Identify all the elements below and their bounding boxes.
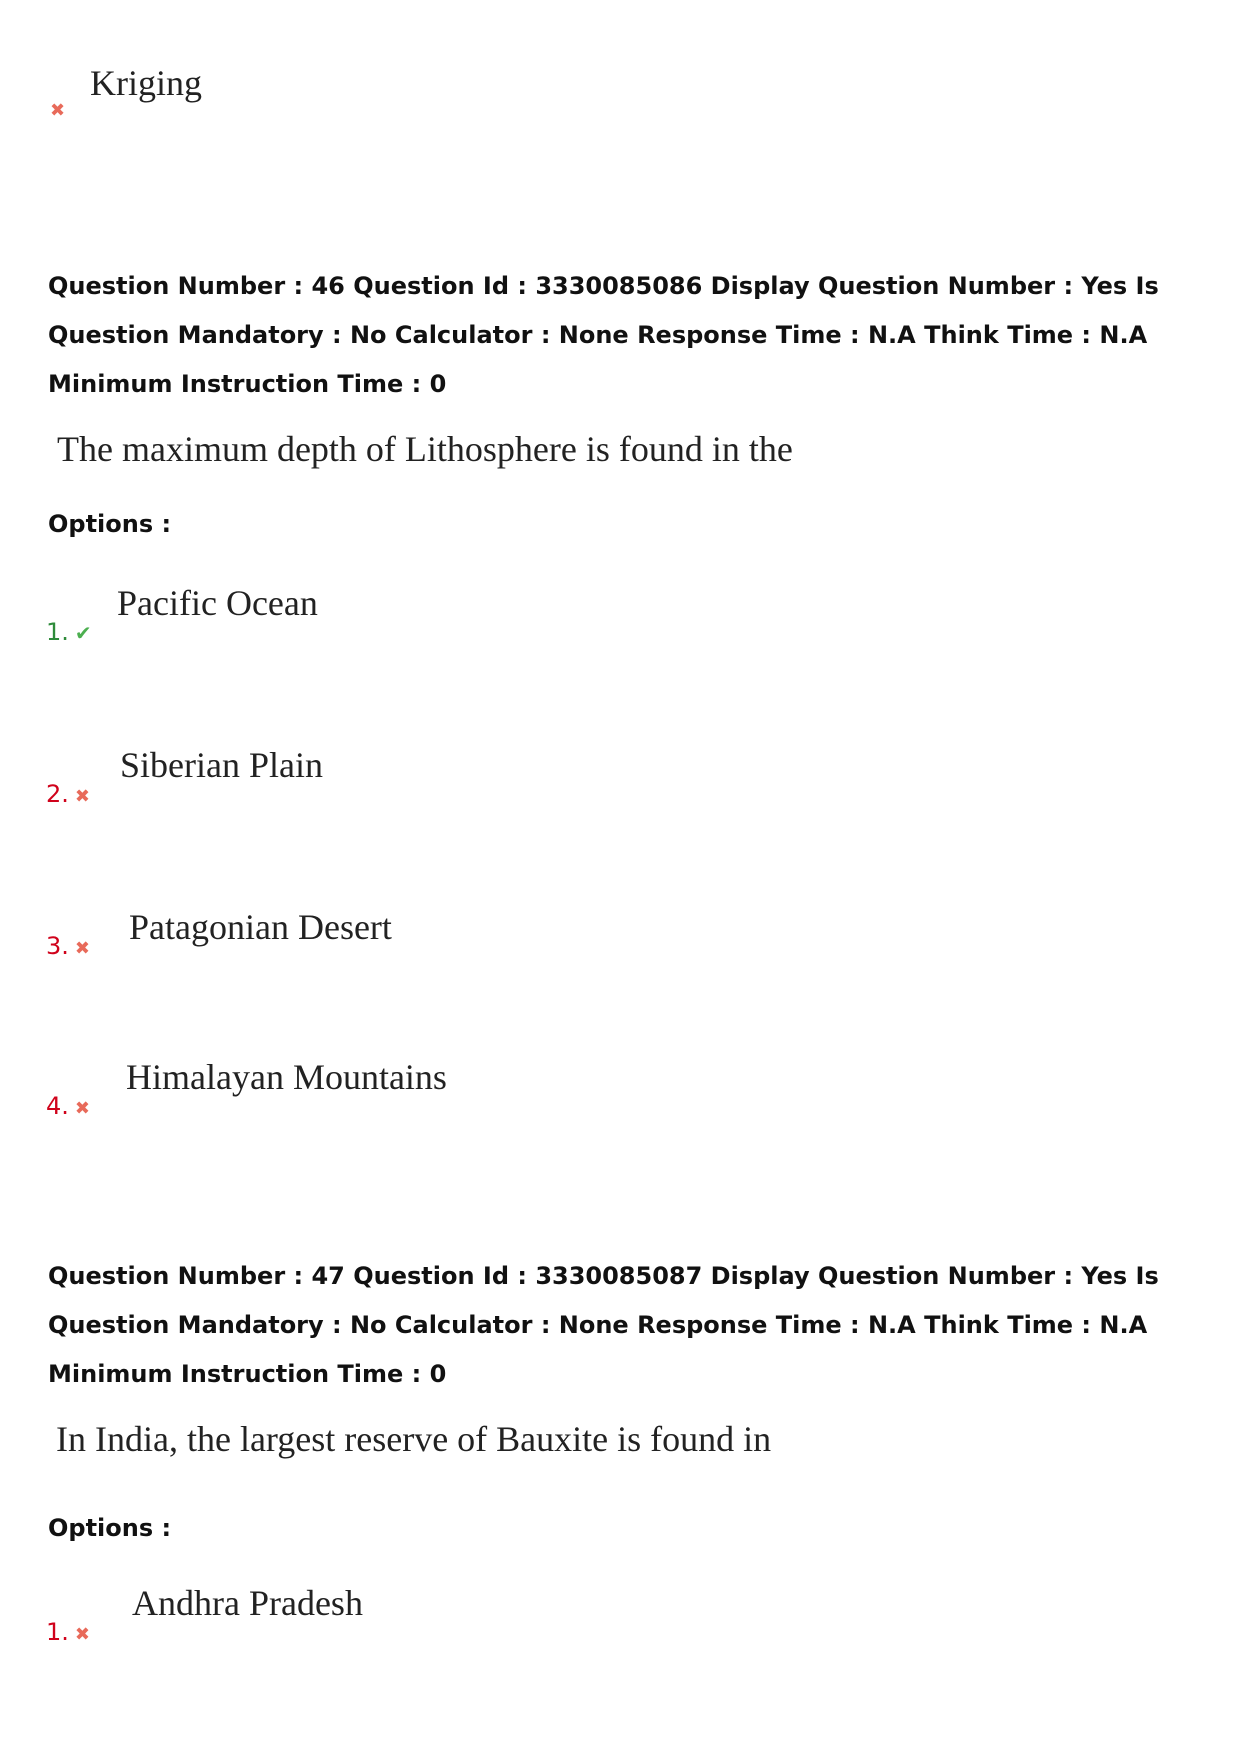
cross-icon: ✖ [74,1098,90,1119]
question-meta: Question Number : 46 Question Id : 3330085086 Display Question Number : Yes Is Question Mandatory : No Calculator : None Response Time : N.A Think Time : N.A Minimum Instruction Time : 0 [48,272,1159,398]
option-item[interactable] [46,1092,90,1120]
option-text: Pacific Ocean [117,583,318,623]
option-item[interactable] [46,618,92,646]
question-meta: Question Number : 47 Question Id : 3330085087 Display Question Number : Yes Is Question Mandatory : No Calculator : None Response Time : N.A Think Time : N.A Minimum Instruction Time : 0 [48,1262,1159,1388]
option-text: Andhra Pradesh [132,1583,363,1623]
option-number: 4. [46,1092,69,1120]
option-number: 1. [46,618,69,646]
cross-icon: ✖ [74,786,90,807]
question-text: The maximum depth of Lithosphere is found in the [57,429,793,469]
option-text: Patagonian Desert [129,907,392,947]
cross-icon: ✖ [50,100,66,121]
option-item[interactable] [46,1618,90,1646]
option-number: 3. [46,932,69,960]
option-number: 1. [46,1618,69,1646]
cross-icon: ✖ [74,938,90,959]
option-number: 2. [46,780,69,808]
option-text: Siberian Plain [120,745,323,785]
question-text: In India, the largest reserve of Bauxite is found in [56,1419,772,1459]
options-label: Options : [48,510,172,538]
option-text: Kriging [90,63,202,103]
option-text: Himalayan Mountains [126,1057,447,1097]
options-label: Options : [48,1514,172,1542]
option-item[interactable] [46,932,90,960]
cross-icon: ✖ [74,1624,90,1645]
check-icon: ✔ [74,621,92,645]
option-item[interactable] [46,780,90,808]
